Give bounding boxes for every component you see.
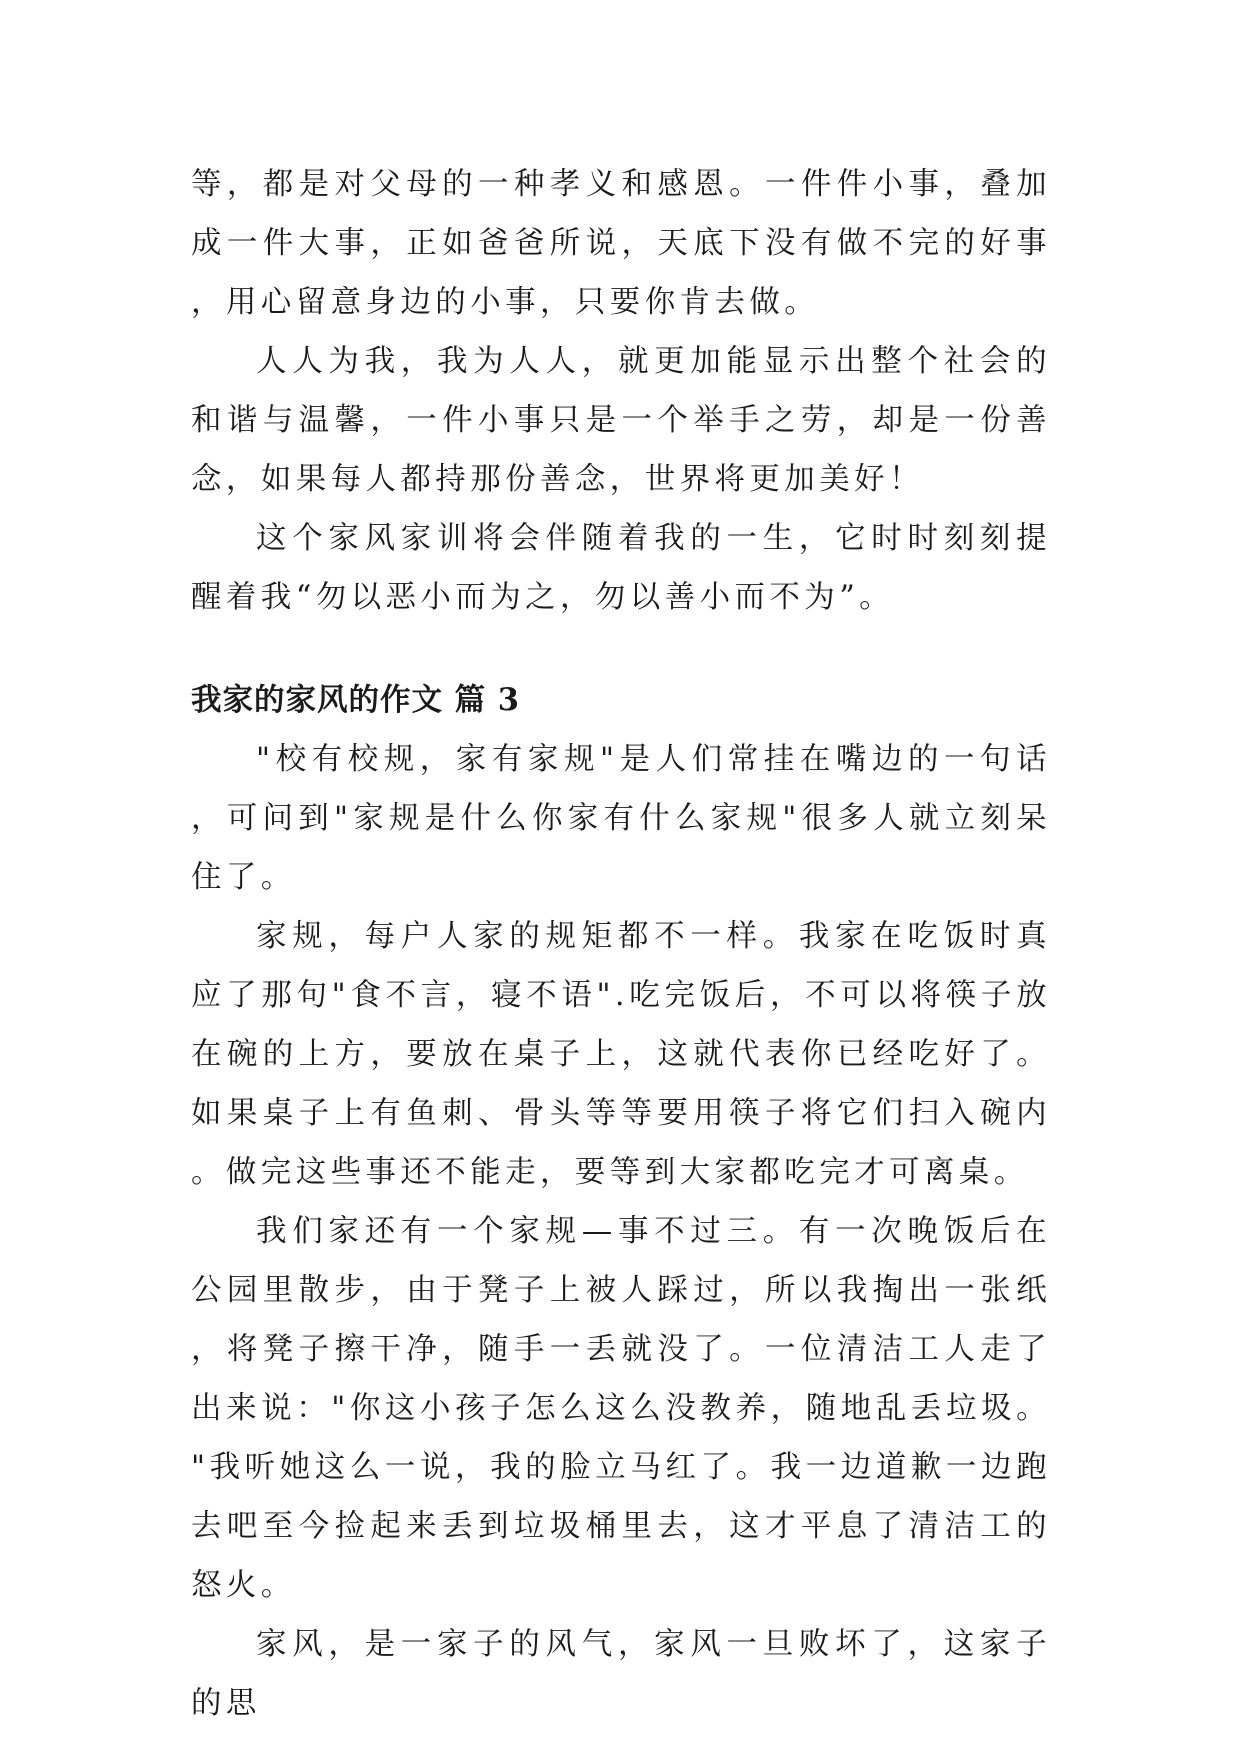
- paragraph: 我们家还有一个家规—事不过三。有一次晚饭后在公园里散步，由于凳子上被人踩过，所以我掏出一张纸，将凳子擦干净，随手一丢就没了。一位清洁工人走了出来说："你这小孩子怎么这么没教养，随地乱丢垃圾。"我听她这么一说，我的脸立马红了。我一边道歉一边跑去吧至今捡起来丢到垃圾桶里去，这才平息了清洁工的怒火。: [191, 1214, 1051, 1603]
- paragraph: "校有校规，家有家规"是人们常挂在嘴边的一句话，可问到"家规是什么你家有什么家规"很多人就立刻呆住了。: [191, 742, 1051, 895]
- paragraph: 这个家风家训将会伴随着我的一生，它时时刻刻提醒着我“勿以恶小而为之，勿以善小而不为”。: [191, 521, 1051, 615]
- document-body: [191, 155, 1051, 1733]
- paragraph: 人人为我，我为人人，就更加能显示出整个社会的和谐与温馨，一件小事只是一个举手之劳，却是一份善念，如果每人都持那份善念，世界将更加美好！: [191, 344, 1051, 497]
- paragraph: 家风，是一家子的风气，家风一旦败坏了，这家子的思: [191, 1627, 1051, 1721]
- paragraph: 家规，每户人家的规矩都不一样。我家在吃饭时真应了那句"食不言，寝不语".吃完饭后，不可以将筷子放在碗的上方，要放在桌子上，这就代表你已经吃好了。如果桌子上有鱼刺、骨头等等要用筷子将它们扫入碗内。做完这些事还不能走，要等到大家都吃完才可离桌。: [191, 919, 1051, 1190]
- paragraph-continuation: 等，都是对父母的一种孝义和感恩。一件件小事，叠加成一件大事，正如爸爸所说，天底下没有做不完的好事，用心留意身边的小事，只要你肯去做。: [191, 167, 1051, 320]
- section-heading: 我家的家风的作文 篇 3: [191, 682, 520, 718]
